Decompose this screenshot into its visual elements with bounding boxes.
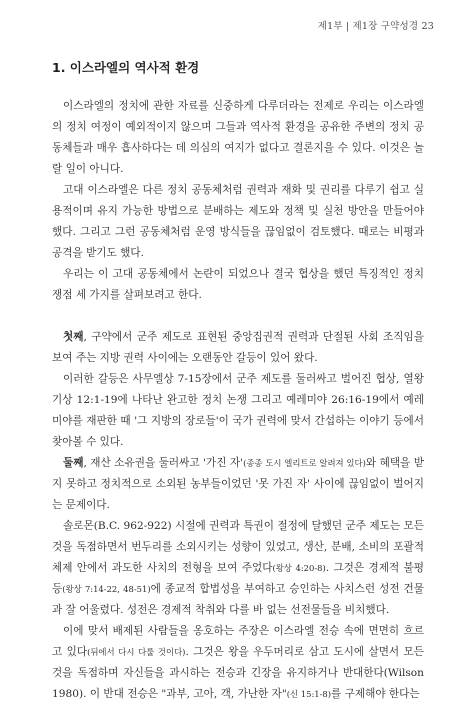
- paragraph-5: 이러한 갈등은 사무엘상 7-15장에서 군주 제도를 둘러싸고 벌어진 협상, 열왕기상 12:1-19에 나타난 완고한 정치 논쟁 그리고 예레미야 26:16-19에서 예레미야를 재판한 때 '그 지방의 장로들'이 국가 권력에 맞서 간섭하는 이야기 등에서 찾아볼 수 있다.: [52, 373, 424, 448]
- second-point-label: 둘째: [63, 457, 84, 469]
- paragraph-4-text: , 구약에서 군주 제도로 표현된 중앙집권적 권력과 단절된 사회 조직임을 보여 주는 지방 권력 사이에는 오랜동안 갈등이 있어 왔다.: [52, 331, 424, 364]
- paragraph-8-text-b: . 그것은 왕을 우두머리로 삼고 도시에 살면서 모든 것을 독점하며 자신들을 과시하는 전승과 긴장을 유지하거나 반대한다(Wilson 1980). 이 반대 전승은 "과부, 고아, 객, 가난한 자": [52, 646, 424, 700]
- first-point-label: 첫째: [63, 331, 84, 343]
- paragraph-7-note-b: (왕상 7:14-22, 48-51): [62, 584, 151, 594]
- running-header: 제1부 | 제1장 구약성경 23: [317, 21, 434, 32]
- paragraph-7: [52, 516, 424, 621]
- paragraph-8-text-c: 를 구제해야 한다는: [331, 688, 420, 700]
- paragraph-4: [52, 327, 424, 369]
- paragraph-3: 우리는 이 고대 공동체에서 논란이 되었으나 결국 협상을 했던 특징적인 정치 쟁점 세 가지를 살펴보려고 한다.: [52, 268, 424, 301]
- paragraph-7-text-b: . 그것은 경제적 불평등: [52, 562, 424, 595]
- paragraph-1: 이스라엘의 정치에 관한 자료를 신중하게 다루더라는 전제로 우리는 이스라엘의 정치 여정이 예외적이지 않으며 그들과 역사적 환경을 공유한 주변의 정치 공동체들과 매우 흡사하다는 데 의심의 여지가 없다고 결론지을 수 있다. 이것은 놀랄 일이 아니다.: [52, 100, 424, 175]
- paragraph-8-note-a: (뒤에서 다시 다룰 것이다): [87, 647, 186, 657]
- paragraph-gap: [52, 306, 424, 327]
- paragraph-7-text-a: 솔로몬(B.C. 962-922) 시절에 권력과 특권이 절정에 달했던 군주 제도는 모든 것을 독점하면서 번두리를 소외시키는 성향이 있었고, 생산, 분배, 소비의 포괄적 체제 안에서 과도한 사치의 전형을 보여 주었다: [52, 520, 424, 574]
- paragraph-8: [52, 621, 424, 705]
- paragraph-8-text-a: 이에 맞서 배제된 사람들을 옹호하는 주장은 이스라엘 전승 속에 면면히 흐르고 있다: [52, 625, 424, 658]
- paragraph-6: [52, 453, 424, 516]
- paragraph-8-note-b: (신 15:1-8): [286, 689, 332, 699]
- section-title: 1. 이스라엘의 역사적 환경: [52, 60, 200, 75]
- body-text: [52, 96, 424, 705]
- paragraph-6-text-a: , 재산 소유권을 둘러싸고 '가진 자': [83, 457, 244, 469]
- paragraph-2: 고대 이스라엘은 다른 정치 공동체처럼 권력과 재화 및 권리를 다루기 쉽고 실용적이며 유지 가능한 방법으로 분배하는 제도와 정책 및 실천 방안을 만들어야 했다. 그리고 그런 공동체처럼 운영 방식들을 끊임없이 검토했다. 때로는 비평과 공격을 받기도 했다.: [52, 184, 424, 259]
- paragraph-7-text-c: 에 종교적 합법성을 부여하고 승인하는 사치스런 성전 건물과 잘 어울렸다. 성전은 경제적 착취와 다를 바 없는 선전물들을 비치했다.: [52, 583, 424, 616]
- paragraph-7-note-a: (왕상 4:20-8): [272, 563, 326, 573]
- paragraph-6-note: (종종 도시 엘리트로 알려져 있다): [243, 458, 366, 468]
- paragraph-6-text-b: 와 혜택을 받지 못하고 정치적으로 소외된 농부들이었던 '못 가진 자' 사이에 끊임없이 벌어지는 문제이다.: [52, 457, 424, 511]
